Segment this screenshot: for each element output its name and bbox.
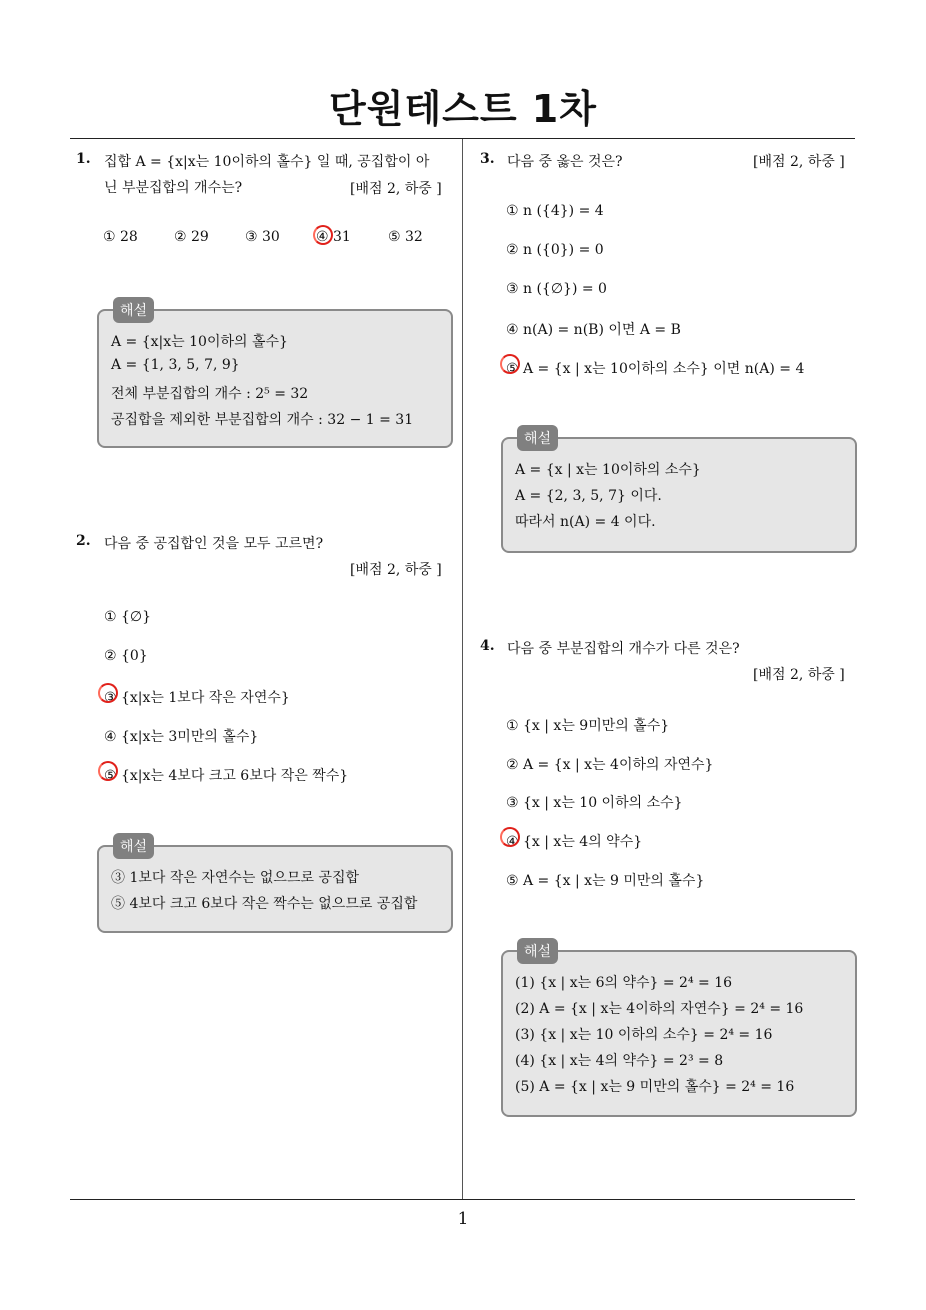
q4-meta: [배점 2, 하중 ] [753, 667, 845, 683]
q1-meta: [배점 2, 하중 ] [350, 181, 442, 197]
q2-option-2[interactable]: ② {0} [104, 648, 148, 664]
q4-answer-mark [500, 827, 520, 847]
q3-meta: [배점 2, 하중 ] [753, 154, 845, 170]
q4-option-2[interactable]: ② A = {x | x는 4이하의 자연수} [506, 757, 714, 773]
q2-meta: [배점 2, 하중 ] [350, 562, 442, 578]
q1-option-5[interactable]: ⑤ 32 [388, 229, 423, 245]
q4-explanation-tag: 해설 [517, 938, 558, 964]
q3-explanation-line: 따라서 n(A) = 4 이다. [515, 514, 656, 530]
q1-explanation-box [97, 303, 453, 448]
q4-number: 4. [480, 638, 495, 654]
q3-explanation-line: A = {x | x는 10이하의 소수} [515, 462, 701, 478]
q1-option-1[interactable]: ① 28 [103, 229, 138, 245]
page-title: 단원테스트 1차 [329, 87, 597, 131]
q1-explanation-line: A = {1, 3, 5, 7, 9} [111, 357, 240, 373]
page-number: 1 [457, 1209, 469, 1229]
q1-explanation-tag: 해설 [113, 297, 154, 323]
q4-explanation-line: (4) {x | x는 4의 약수} = 2³ = 8 [515, 1053, 724, 1069]
q2-explanation-line: ⑤ 4보다 크고 6보다 작은 짝수는 없으므로 공집합 [111, 896, 418, 912]
q2-option-3[interactable]: ③ {x|x는 1보다 작은 자연수} [104, 690, 290, 706]
q2-explanation-box [97, 839, 453, 933]
bottom-rule [70, 1199, 855, 1200]
q3-answer-mark [500, 354, 520, 374]
q2-number: 2. [76, 533, 91, 549]
q1-explanation-line: A = {x|x는 10이하의 홀수} [111, 334, 288, 350]
q1-explanation-line: 전체 부분집합의 개수 : 2⁵ = 32 [111, 386, 309, 402]
q4-text: 다음 중 부분집합의 개수가 다른 것은? [507, 641, 740, 657]
q4-explanation-line: (2) A = {x | x는 4이하의 자연수} = 2⁴ = 16 [515, 1001, 804, 1017]
q2-answer-mark-3 [98, 683, 118, 703]
q3-option-4[interactable]: ④ n(A) = n(B) 이면 A = B [506, 322, 681, 338]
q1-text-line1: 집합 A = {x|x는 10이하의 홀수} 일 때, 공집합이 아 [104, 154, 430, 170]
q2-explanation-tag: 해설 [113, 833, 154, 859]
q1-option-3[interactable]: ③ 30 [245, 229, 280, 245]
q3-option-5[interactable]: ⑤ A = {x | x는 10이하의 소수} 이면 n(A) = 4 [506, 361, 805, 377]
q4-option-5[interactable]: ⑤ A = {x | x는 9 미만의 홀수} [506, 873, 705, 889]
q2-text: 다음 중 공집합인 것을 모두 고르면? [104, 536, 324, 552]
q3-explanation-tag: 해설 [517, 425, 558, 451]
q4-explanation-box [501, 944, 857, 1117]
q3-explanation-line: A = {2, 3, 5, 7} 이다. [515, 488, 662, 504]
q3-text: 다음 중 옳은 것은? [507, 154, 623, 170]
q2-option-1[interactable]: ① {∅} [104, 609, 152, 625]
q3-explanation-box [501, 431, 857, 553]
q1-text-line2: 닌 부분집합의 개수는? [104, 180, 243, 196]
q2-option-5[interactable]: ⑤ {x|x는 4보다 크고 6보다 작은 짝수} [104, 768, 349, 784]
q3-option-1[interactable]: ① n ({4}) = 4 [506, 203, 604, 219]
q1-option-2[interactable]: ② 29 [174, 229, 209, 245]
q3-option-2[interactable]: ② n ({0}) = 0 [506, 242, 604, 258]
q4-explanation-line: (5) A = {x | x는 9 미만의 홀수} = 2⁴ = 16 [515, 1079, 795, 1095]
q1-option-4[interactable]: ④ 31 [316, 229, 351, 245]
column-divider [462, 139, 463, 1200]
q3-option-3[interactable]: ③ n ({∅}) = 0 [506, 281, 607, 297]
q4-explanation-line: (1) {x | x는 6의 약수} = 2⁴ = 16 [515, 975, 733, 991]
q4-option-4[interactable]: ④ {x | x는 4의 약수} [506, 834, 643, 850]
q4-option-3[interactable]: ③ {x | x는 10 이하의 소수} [506, 795, 683, 811]
q3-number: 3. [480, 151, 495, 167]
q1-number: 1. [76, 151, 91, 167]
q4-option-1[interactable]: ① {x | x는 9미만의 홀수} [506, 718, 670, 734]
q2-answer-mark-5 [98, 761, 118, 781]
q2-option-4[interactable]: ④ {x|x는 3미만의 홀수} [104, 729, 259, 745]
q4-explanation-line: (3) {x | x는 10 이하의 소수} = 2⁴ = 16 [515, 1027, 773, 1043]
q1-answer-mark [313, 225, 333, 245]
q1-explanation-line: 공집합을 제외한 부분집합의 개수 : 32 − 1 = 31 [111, 412, 414, 428]
q2-explanation-line: ③ 1보다 작은 자연수는 없으므로 공집합 [111, 870, 360, 886]
